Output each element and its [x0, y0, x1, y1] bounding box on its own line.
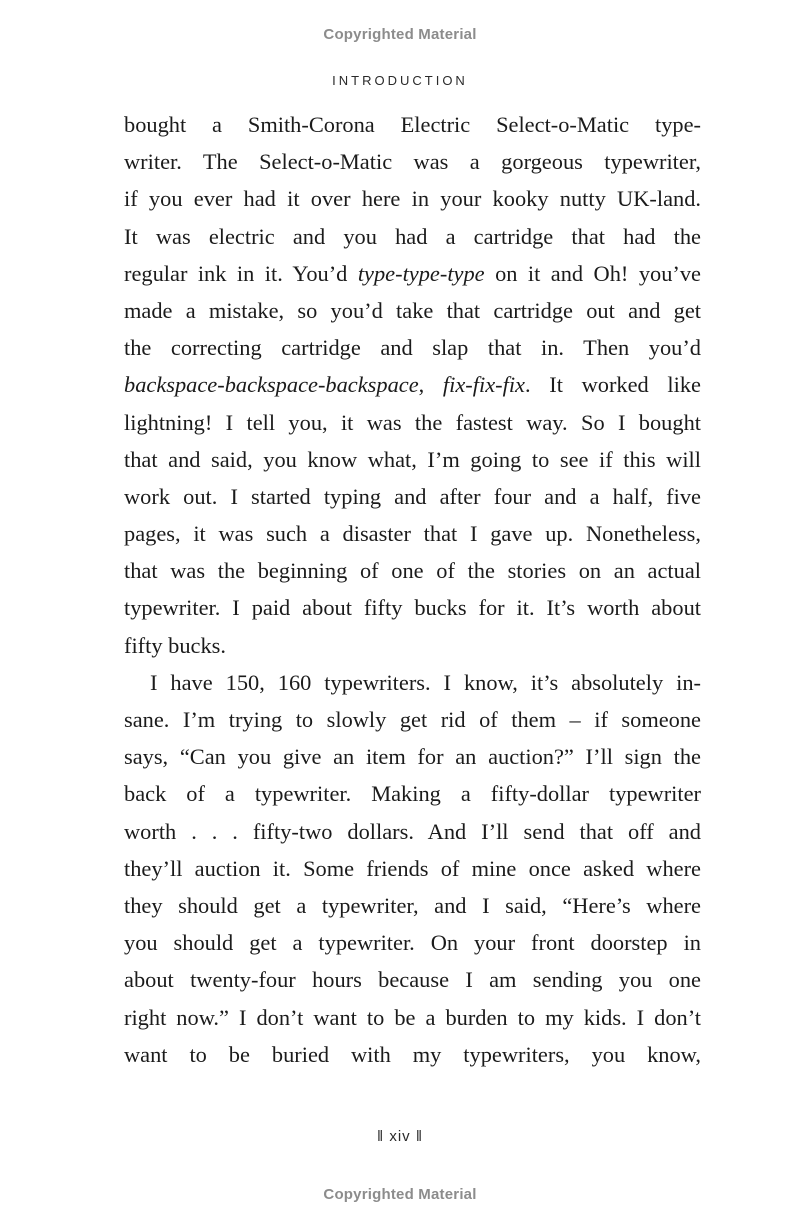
text-line: about twenty-four hours because I am sending you one	[124, 967, 701, 993]
italic-text: type-type-type	[357, 260, 485, 286]
text-line: the correcting cartridge and slap that in. Then you’d	[124, 335, 701, 361]
running-head: INTRODUCTION	[332, 73, 468, 88]
text-line: bought a Smith-Corona Electric Select-o-Matic type-	[124, 112, 701, 137]
text-line: fifty bucks.	[124, 632, 226, 658]
text-line: that was the beginning of one of the stories on an actual	[124, 558, 701, 584]
page-number: ‖ xiv ‖	[376, 1128, 424, 1145]
body-text	[124, 106, 701, 1073]
text-line	[124, 366, 701, 403]
text-line: they’ll auction it. Some friends of mine once asked where	[124, 855, 701, 881]
paragraph-2	[124, 664, 701, 1073]
text-line: pages, it was such a disaster that I gave up. Nonetheless,	[124, 521, 701, 547]
text-line: want to be buried with my typewriters, you know,	[124, 1041, 701, 1067]
text-line: It was electric and you had a cartridge that had the	[124, 223, 701, 249]
text-line: worth . . . fifty-two dollars. And I’ll send that off and	[124, 818, 701, 844]
text-line: says, “Can you give an item for an auction?” I’ll sign the	[124, 744, 701, 770]
text-line: lightning! I tell you, it was the fastest way. So I bought	[124, 409, 701, 435]
text-line: sane. I’m trying to slowly get rid of them – if someone	[124, 707, 701, 732]
text-line: I have 150, 160 typewriters. I know, it’s absolutely in-	[150, 669, 701, 695]
text-line: made a mistake, so you’d take that cartridge out and get	[124, 297, 701, 323]
text-segment: ,	[418, 372, 443, 398]
paragraph-1	[124, 106, 701, 664]
text-line: you should get a typewriter. On your front doorstep in	[124, 930, 701, 956]
copyright-watermark-top: Copyrighted Material	[323, 26, 477, 43]
text-line: typewriter. I paid about fifty bucks for it. It’s worth about	[124, 595, 701, 621]
text-line: they should get a typewriter, and I said, “Here’s where	[124, 892, 701, 918]
text-segment: on it and Oh! you’ve	[484, 260, 701, 286]
italic-text: fix-fix-fix	[442, 372, 525, 398]
copyright-watermark-bottom: Copyrighted Material	[323, 1186, 477, 1203]
text-line	[124, 255, 701, 292]
text-line: back of a typewriter. Making a fifty-dollar typewriter	[124, 781, 701, 807]
text-line: work out. I started typing and after four and a half, five	[124, 483, 701, 509]
text-line: right now.” I don’t want to be a burden to my kids. I don’t	[124, 1004, 701, 1030]
text-line: that and said, you know what, I’m going to see if this will	[124, 446, 701, 472]
text-segment: . It worked like	[524, 372, 701, 398]
italic-text: backspace-backspace-backspace	[124, 372, 419, 398]
text-line: if you ever had it over here in your kooky nutty UK-land.	[124, 186, 701, 212]
text-line: writer. The Select-o-Matic was a gorgeous typewriter,	[124, 149, 701, 175]
text-segment: regular ink in it. You’d	[124, 260, 358, 286]
